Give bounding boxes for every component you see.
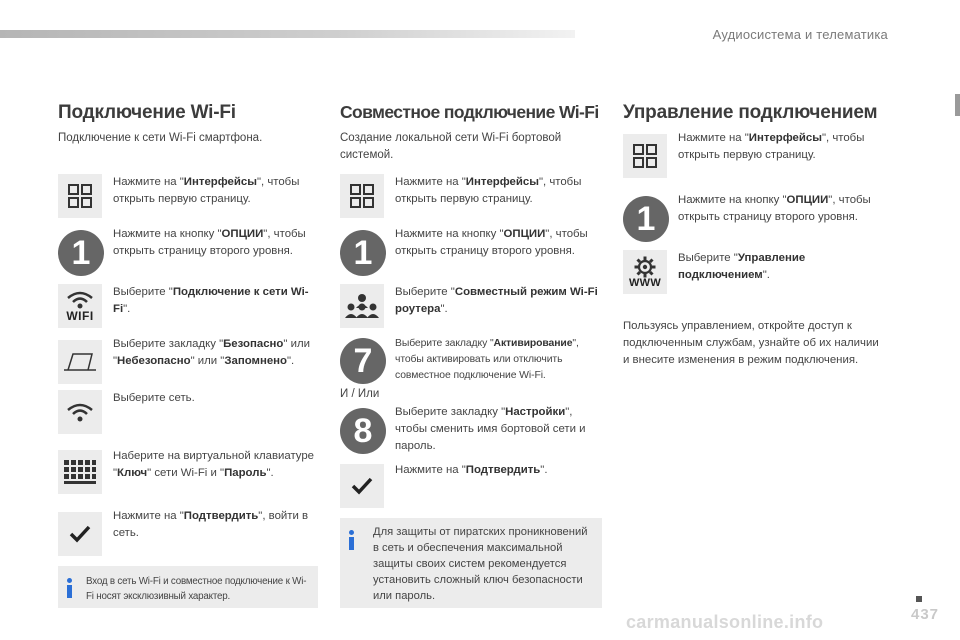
column-title: Подключение Wi-Fi: [58, 102, 236, 123]
wifi-hotspot-column: [340, 102, 602, 602]
column-title: Управление подключением: [623, 102, 878, 123]
connection-management-column: [623, 102, 885, 366]
header-bar: [0, 30, 575, 38]
step-text: Нажмите на "Подтвердить", войти в сеть.: [113, 510, 309, 539]
number-1-icon: 1: [623, 196, 669, 242]
number-7-icon: 7: [340, 338, 386, 384]
number-8-icon: 8: [340, 408, 386, 454]
side-tab-marker: [955, 94, 960, 116]
intro-text: Создание локальной сети Wi-Fi бортовой системой.: [340, 132, 562, 161]
www-label: WWW: [628, 276, 662, 289]
info-note: [340, 518, 602, 608]
step-text: Нажмите на "Интерфейсы", чтобы открыть первую страницу.: [395, 176, 582, 205]
note-text: Для защиты от пиратских проникновений в сеть и обеспечения максимальной защиты своих систем рекомендуется установить сложный ключ безопасности или пароль.: [373, 526, 588, 602]
watermark: carmanualsonline.info: [626, 612, 824, 632]
section-title: Аудиосистема и телематика: [712, 27, 888, 42]
step-text: Выберите "Совместный режим Wi-Fi роутера".: [395, 286, 598, 315]
step-text: Нажмите на "Интерфейсы", чтобы открыть первую страницу.: [113, 176, 300, 205]
wifi-connection-column: [58, 102, 320, 602]
step-text: Выберите "Управление подключением".: [678, 252, 806, 281]
page-number: 437: [911, 606, 940, 623]
outro-text: Пользуясь управлением, откройте доступ к подключенным службам, узнайте об их наличии и внесите изменения в режим подключения.: [623, 320, 879, 366]
info-note: [58, 566, 318, 608]
column-title: Совместное подключение Wi-Fi: [340, 102, 599, 122]
keyboard-icon: [58, 450, 102, 494]
step-text: Нажмите на кнопку "ОПЦИИ", чтобы открыть страницу второго уровня.: [113, 228, 306, 257]
step-text: Нажмите на "Подтвердить".: [395, 464, 548, 476]
step-text: Выберите сеть.: [113, 392, 195, 404]
step-text: Выберите закладку "Настройки", чтобы сменить имя бортовой сети и пароль.: [395, 406, 586, 452]
wifi-icon: [58, 284, 102, 328]
page-marker: [916, 596, 922, 602]
web-settings-icon: [623, 250, 667, 294]
step-text: Нажмите на "Интерфейсы", чтобы открыть первую страницу.: [678, 132, 865, 161]
checkmark-icon: [58, 512, 102, 556]
number-1-icon: 1: [58, 230, 104, 276]
wifi-signal-icon: [58, 390, 102, 434]
step-text: Нажмите на кнопку "ОПЦИИ", чтобы открыть страницу второго уровня.: [395, 228, 588, 257]
step-text: Нажмите на кнопку "ОПЦИИ", чтобы открыть страницу второго уровня.: [678, 194, 871, 223]
step-text: Выберите закладку "Безопасно" или "Небезопасно" или "Запомнено".: [113, 338, 310, 367]
wifi-label: WIFI: [66, 309, 94, 323]
checkmark-icon: [340, 464, 384, 508]
number-1-icon: 1: [340, 230, 386, 276]
apps-grid-icon: [58, 174, 102, 218]
info-icon: [348, 530, 355, 550]
step-text: Выберите "Подключение к сети Wi-Fi".: [113, 286, 309, 315]
or-separator: И / Или: [340, 388, 380, 400]
info-icon: [66, 578, 73, 598]
tab-selector-icon: [58, 340, 102, 384]
note-text: Вход в сеть Wi-Fi и совместное подключение к Wi-Fi носят эксклюзивный характер.: [86, 576, 307, 602]
apps-grid-icon: [340, 174, 384, 218]
intro-text: Подключение к сети Wi-Fi смартфона.: [58, 132, 263, 144]
step-text: Наберите на виртуальной клавиатуре "Ключ" сети Wi-Fi и "Пароль".: [113, 450, 315, 479]
step-text: Выберите закладку "Активирование", чтобы активировать или отключить совместное подключение Wi-Fi.: [395, 338, 579, 381]
apps-grid-icon: [623, 134, 667, 178]
users-group-icon: [340, 284, 384, 328]
